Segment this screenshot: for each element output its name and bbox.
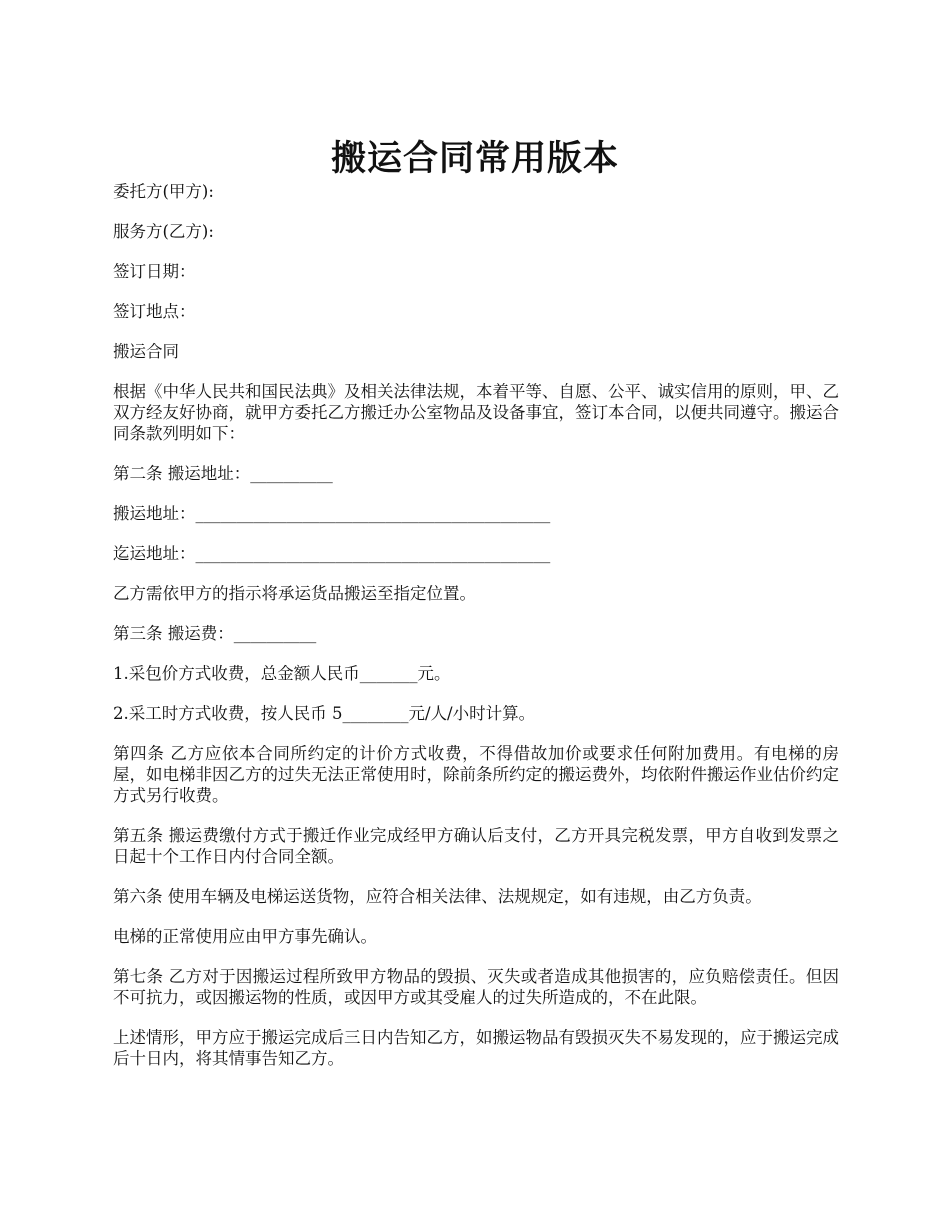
article-3-heading: 第三条 搬运费：__________ — [113, 624, 317, 643]
article-6-paragraph: 第六条 使用车辆及电梯运送货物，应符合相关法律、法规规定，如有违规，由乙方负责。 — [113, 887, 762, 906]
instruction-paragraph: 乙方需依甲方的指示将承运货品搬运至指定位置。 — [113, 584, 476, 603]
article-2-heading: 第二条 搬运地址：__________ — [113, 464, 333, 483]
notice-paragraph: 上述情形，甲方应于搬运完成后三日内告知乙方，如搬运物品有毁损灭失不易发现的，应于搬运完成后十日内，将其情事告知乙方。 — [113, 1028, 839, 1068]
article-4-paragraph: 第四条 乙方应依本合同所约定的计价方式收费，不得借故加价或要求任何附加费用。有电梯的房屋，如电梯非因乙方的过失无法正常使用时，除前条所约定的搬运费外，均依附件搬运作业估价约定方式另行收费。 — [113, 744, 839, 805]
contract-heading: 搬运合同 — [113, 342, 179, 361]
preamble-paragraph: 根据《中华人民共和国民法典》及相关法律法规，本着平等、自愿、公平、诚实信用的原则，甲、乙双方经友好协商，就甲方委托乙方搬迁办公室物品及设备事宜，签订本合同，以便共同遵守。搬运合同条款列明如下： — [113, 382, 839, 443]
article-5-paragraph: 第五条 搬运费缴付方式于搬迁作业完成经甲方确认后支付，乙方开具完税发票，甲方自收到发票之日起十个工作日内付合同全额。 — [113, 826, 839, 866]
document-title: 搬运合同常用版本 — [330, 138, 619, 180]
party-b-line: 服务方(乙方): — [113, 222, 214, 241]
signing-date-line: 签订日期： — [113, 262, 196, 281]
fee-option-2: 2.采工时方式收费，按人民币 5________元/人/小时计算。 — [113, 704, 536, 723]
article-7-paragraph: 第七条 乙方对于因搬运过程所致甲方物品的毁损、灭失或者造成其他损害的，应负赔偿责任。但因不可抗力，或因搬运物的性质，或因甲方或其受雇人的过失所造成的，不在此限。 — [113, 967, 839, 1007]
destination-address-line: 迄运地址：___________________________________________ — [113, 544, 551, 563]
document-body — [113, 181, 839, 1088]
fee-option-1: 1.采包价方式收费，总金额人民币_______元。 — [113, 664, 451, 683]
party-a-line: 委托方(甲方): — [113, 182, 214, 201]
origin-address-line: 搬运地址：___________________________________________ — [113, 504, 551, 523]
signing-place-line: 签订地点： — [113, 302, 196, 321]
elevator-confirmation-paragraph: 电梯的正常使用应由甲方事先确认。 — [113, 927, 377, 946]
